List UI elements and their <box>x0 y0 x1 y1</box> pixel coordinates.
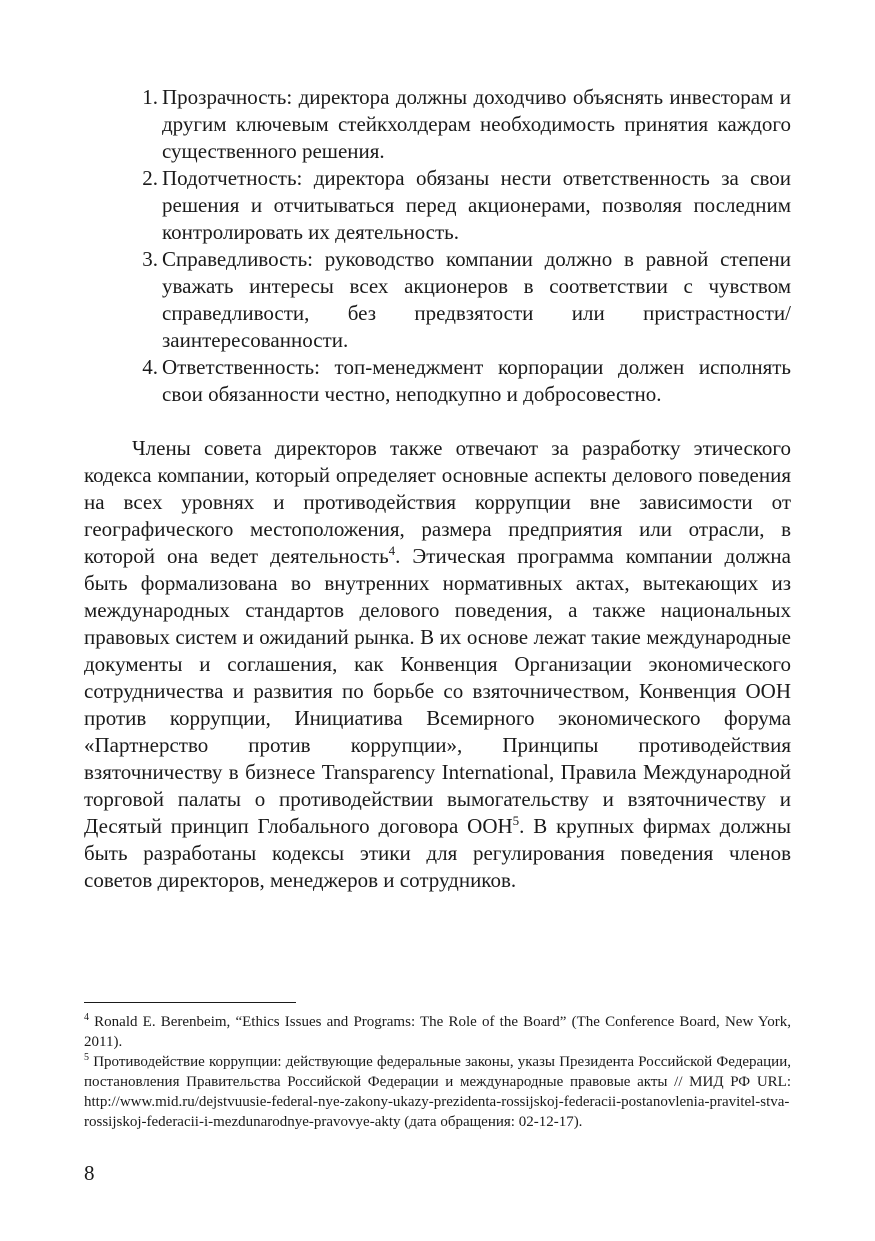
footnote-ref[interactable]: 4 <box>388 543 396 558</box>
list-item <box>130 354 791 408</box>
paragraph-text: Члены совета директоров также отвечают за разработку этического кодекса компании, который определяет основные аспекты делового поведения на всех уровнях и противодействия коррупции вне зависимости от географического местоположения, размера предприятия или отрасли, в которой она ведет деятельность <box>84 436 791 568</box>
footnote-ref[interactable]: 5 <box>512 813 520 828</box>
paragraph-text: . Этическая программа компании должна быть формализована во внутренних нормативных актах, вытекающих из международных стандартов делового поведения, а также национальных правовых систем и ожиданий рынка. В их основе лежат такие международные документы и соглашения, как Конвенция Организации экономического сотрудничества и развития по борьбе со взяточничеством, Конвенция ООН против коррупции, Инициатива Всемирного экономического форума «Партнерство против коррупции», Принципы противодействия взяточничеству в бизнесе Transparency International, Правила Международной торговой палаты о противодействии вымогательству и взяточничеству и Десятый принцип Глобального договора ООН <box>84 544 791 838</box>
page-number: 8 <box>84 1161 95 1185</box>
footnote-text: Ronald E. Berenbeim, “Ethics Issues and Programs: The Role of the Board” (The Conference Board, New York, 2011). <box>84 1014 791 1050</box>
list-item <box>130 84 791 165</box>
footnote-mark: 4 <box>84 1012 89 1023</box>
footnote <box>84 1052 791 1132</box>
footnotes <box>84 1012 791 1132</box>
list-item-number: 4. <box>142 355 158 379</box>
list-item-number: 1. <box>142 85 158 109</box>
list-item-text: Ответственность: топ-менеджмент корпорации должен исполнять свои обязанности честно, неподкупно и добросовестно. <box>162 355 791 406</box>
list-item-text: Справедливость: руководство компании должно в равной степени уважать интересы всех акционеров в соответствии с чувством справедливости, без предвзятости или пристрастности/ заинтересованности. <box>162 247 791 352</box>
list-item-text: Подотчетность: директора обязаны нести ответственность за свои решения и отчитываться перед акционерами, позволяя последним контролировать их деятельность. <box>162 166 791 244</box>
list-item-text: Прозрачность: директора должны доходчиво объяснять инвесторам и другим ключевым стейкхолдерам необходимость принятия каждого существенного решения. <box>162 85 791 163</box>
footnote <box>84 1012 791 1052</box>
list-item-number: 3. <box>142 247 158 271</box>
list-item <box>130 246 791 354</box>
body-paragraph <box>84 435 791 894</box>
list-item-number: 2. <box>142 166 158 190</box>
paragraph-text: . В крупных фирмах должны быть разработаны кодексы этики для регулирования поведения членов советов директоров, менеджеров и сотрудников. <box>84 814 791 892</box>
principles-list <box>130 84 791 408</box>
list-item <box>130 165 791 246</box>
footnote-divider <box>84 1002 296 1003</box>
footnote-text: Противодействие коррупции: действующие федеральные законы, указы Президента Российской Федерации, постановления Правительства Российской Федерации и международные правовые акты // МИД РФ URL: http://www.mid.ru/dejstvuusie-federal-nye-zakony-ukazy-prezidenta-rossijskoj-federacii-postanovlenia-pravitel-stva-rossijskoj-federacii-i-mezdunarodnye-pravovye-akty (дата обращения: 02-12-17). <box>84 1054 791 1130</box>
footnote-mark: 5 <box>84 1052 89 1063</box>
